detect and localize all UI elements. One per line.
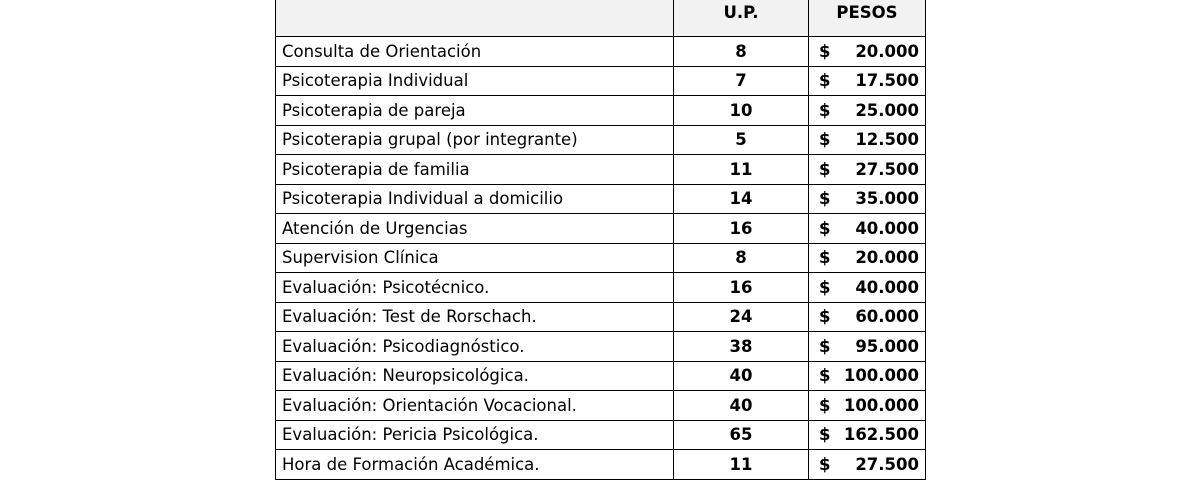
pesos-cell [809,66,926,96]
pesos-value: 12.500 [855,130,919,150]
table-row [276,155,926,185]
pesos-value: 40.000 [855,277,919,297]
table-row [276,391,926,421]
pesos-value: 17.500 [855,71,919,91]
pesos-cell [809,450,926,480]
table-row [276,450,926,480]
up-cell: 40 [674,391,809,421]
pesos-amount [819,248,919,267]
currency-symbol: $ [819,366,831,386]
table-row [276,332,926,362]
currency-symbol: $ [819,100,831,120]
up-cell: 16 [674,273,809,303]
pesos-amount [819,101,919,120]
header-row [276,0,926,37]
header-cell-prestacion [276,0,674,37]
up-cell: 5 [674,125,809,155]
up-cell: 16 [674,214,809,244]
table-row [276,214,926,244]
currency-symbol: $ [819,189,831,209]
up-cell: 11 [674,155,809,185]
pesos-amount [819,189,919,208]
table-row [276,184,926,214]
prestacion-cell: Consulta de Orientación [276,37,674,67]
pesos-value: 60.000 [855,307,919,327]
pesos-value: 20.000 [855,41,919,61]
pesos-value: 25.000 [855,100,919,120]
pesos-amount [819,307,919,326]
up-cell: 65 [674,420,809,450]
currency-symbol: $ [819,425,831,445]
prestacion-cell: Psicoterapia de pareja [276,96,674,126]
prestacion-cell: Evaluación: Neuropsicológica. [276,361,674,391]
prestacion-cell: Psicoterapia grupal (por integrante) [276,125,674,155]
prestacion-cell: Hora de Formación Académica. [276,450,674,480]
up-cell: 7 [674,66,809,96]
prestacion-cell: Evaluación: Test de Rorschach. [276,302,674,332]
pesos-amount [819,455,919,474]
currency-symbol: $ [819,248,831,268]
pesos-cell [809,155,926,185]
pesos-amount [819,337,919,356]
pesos-value: 40.000 [855,218,919,238]
table-row [276,96,926,126]
pesos-amount [819,219,919,238]
prestacion-cell: Evaluación: Pericia Psicológica. [276,420,674,450]
currency-symbol: $ [819,454,831,474]
up-cell: 8 [674,37,809,67]
pesos-value: 35.000 [855,189,919,209]
currency-symbol: $ [819,395,831,415]
up-cell: 38 [674,332,809,362]
pesos-value: 27.500 [855,159,919,179]
currency-symbol: $ [819,159,831,179]
pesos-cell [809,302,926,332]
pesos-cell [809,273,926,303]
currency-symbol: $ [819,307,831,327]
pesos-value: 100.000 [843,395,919,415]
pesos-cell [809,125,926,155]
pesos-amount [819,71,919,90]
table-row [276,66,926,96]
fee-table [275,0,926,480]
up-cell: 10 [674,96,809,126]
table-row [276,37,926,67]
currency-symbol: $ [819,277,831,297]
fee-table-sheet [275,0,925,480]
pesos-amount [819,130,919,149]
pesos-value: 27.500 [855,454,919,474]
table-row [276,302,926,332]
table-row [276,243,926,273]
pesos-cell [809,96,926,126]
up-cell: 11 [674,450,809,480]
fee-table-header [276,0,926,37]
table-row [276,420,926,450]
prestacion-cell: Psicoterapia Individual a domicilio [276,184,674,214]
currency-symbol: $ [819,71,831,91]
currency-symbol: $ [819,41,831,61]
header-cell-pesos: PESOS [809,0,926,37]
pesos-amount [819,278,919,297]
prestacion-cell: Evaluación: Psicotécnico. [276,273,674,303]
pesos-amount [819,366,919,385]
pesos-cell [809,214,926,244]
prestacion-cell: Psicoterapia de familia [276,155,674,185]
currency-symbol: $ [819,130,831,150]
header-cell-up: U.P. [674,0,809,37]
pesos-value: 162.500 [843,425,919,445]
prestacion-cell: Atención de Urgencias [276,214,674,244]
table-row [276,125,926,155]
pesos-value: 95.000 [855,336,919,356]
pesos-value: 100.000 [843,366,919,386]
table-row [276,361,926,391]
up-cell: 14 [674,184,809,214]
prestacion-cell: Supervision Clínica [276,243,674,273]
currency-symbol: $ [819,336,831,356]
up-cell: 8 [674,243,809,273]
pesos-cell [809,332,926,362]
pesos-cell [809,420,926,450]
prestacion-cell: Psicoterapia Individual [276,66,674,96]
currency-symbol: $ [819,218,831,238]
pesos-cell [809,361,926,391]
pesos-cell [809,391,926,421]
pesos-amount [819,42,919,61]
pesos-cell [809,184,926,214]
prestacion-cell: Evaluación: Psicodiagnóstico. [276,332,674,362]
fee-table-body [276,37,926,480]
pesos-cell [809,243,926,273]
pesos-amount [819,160,919,179]
pesos-amount [819,425,919,444]
pesos-amount [819,396,919,415]
up-cell: 40 [674,361,809,391]
table-row [276,273,926,303]
pesos-value: 20.000 [855,248,919,268]
up-cell: 24 [674,302,809,332]
pesos-cell [809,37,926,67]
prestacion-cell: Evaluación: Orientación Vocacional. [276,391,674,421]
